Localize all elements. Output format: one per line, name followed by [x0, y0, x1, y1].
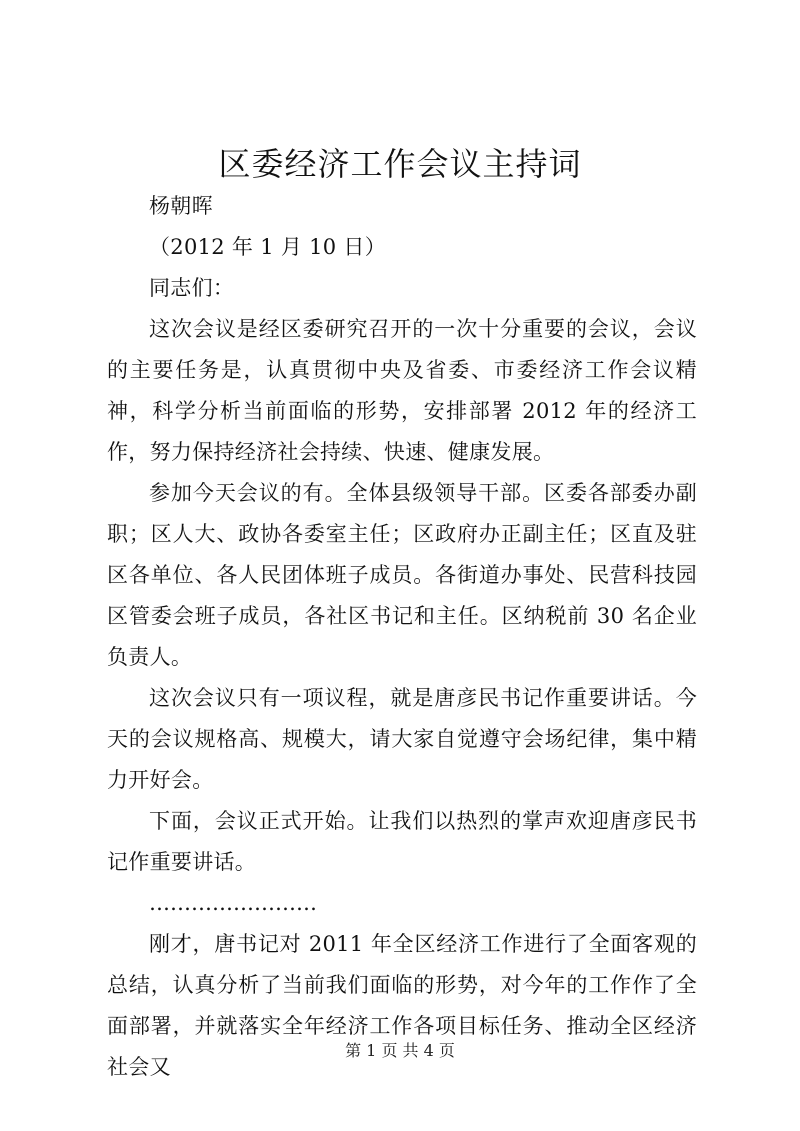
date-line: （2012 年 1 月 10 日） [149, 235, 387, 259]
paragraph-attendees: 参加今天会议的有。全体县级领导干部。区委各部委办副职；区人大、政协各委室主任；区政府办正副主任；区直及驻区各单位、各人民团体班子成员。各街道办事处、民营科技园区管委会班子成员，各社区书记和主任。区纳税前 30 名企业负责人。 [107, 481, 697, 669]
ellipsis-separator: …………………… [149, 891, 317, 915]
salutation: 同志们： [149, 276, 235, 300]
document-title: 区委经济工作会议主持词 [218, 145, 582, 183]
page-footer: 第 1 页 共 4 页 [345, 1041, 455, 1060]
paragraph-summary: 刚才，唐书记对 2011 年全区经济工作进行了全面客观的总结，认真分析了当前我们面临的形势，对今年的工作作了全面部署，并就落实全年经济工作各项目标任务、推动全区经济社会又 [107, 932, 697, 1079]
paragraph-opening: 下面，会议正式开始。让我们以热烈的掌声欢迎唐彦民书记作重要讲话。 [107, 809, 697, 874]
document-body [107, 186, 697, 1088]
paragraph-meeting-purpose: 这次会议是经区委研究召开的一次十分重要的会议，会议的主要任务是，认真贯彻中央及省委、市委经济工作会议精神，科学分析当前面临的形势，安排部署 2012 年的经济工作，努力保持经济社会持续、快速、健康发展。 [107, 317, 697, 464]
paragraph-agenda: 这次会议只有一项议程，就是唐彦民书记作重要讲话。今天的会议规格高、规模大，请大家自觉遵守会场纪律，集中精力开好会。 [107, 686, 697, 792]
author-line: 杨朝晖 [149, 194, 213, 218]
